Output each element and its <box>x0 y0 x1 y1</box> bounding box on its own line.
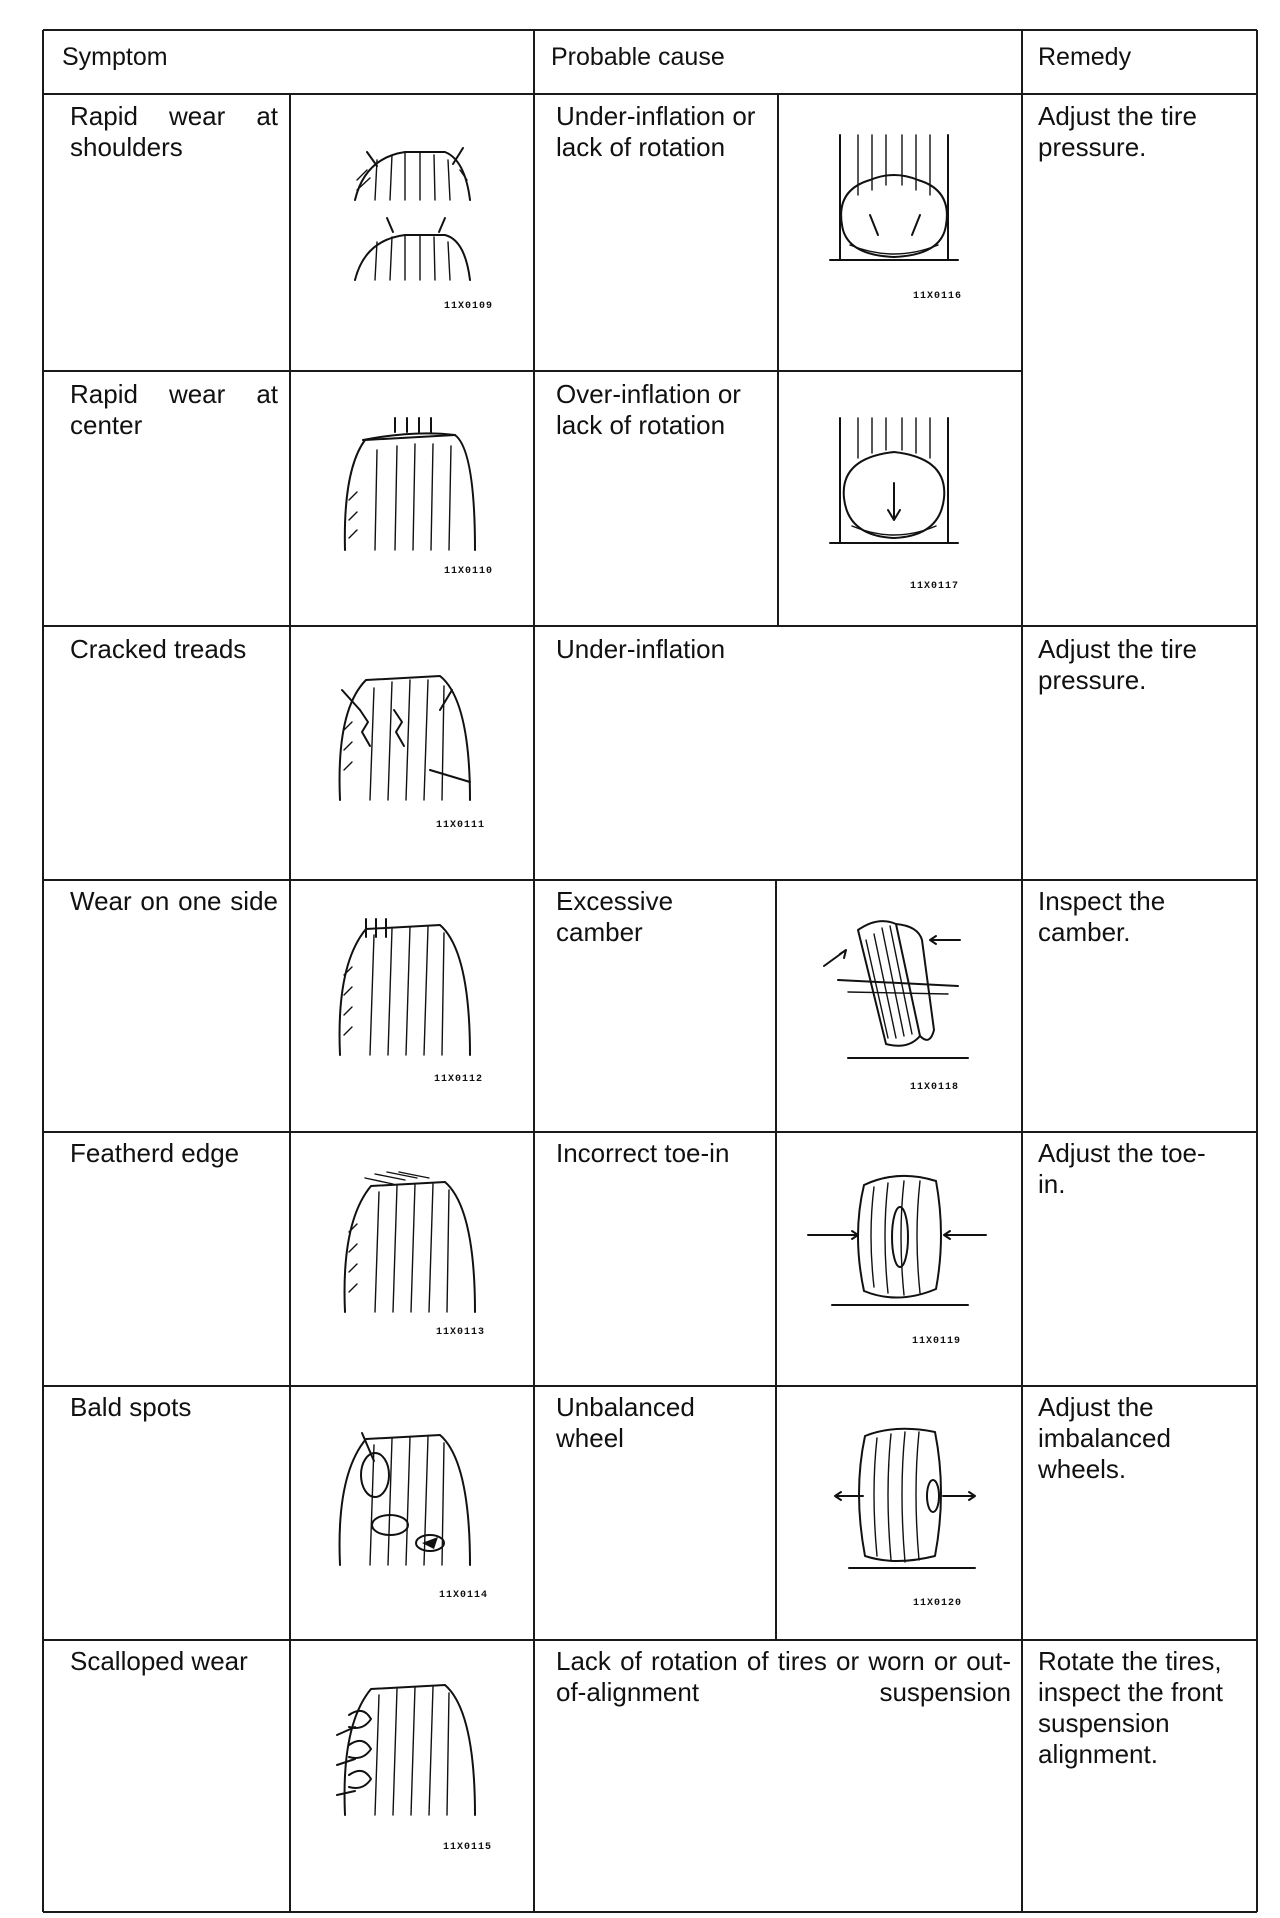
remedy-text: Rotate the tires, inspect the front suspension alignment. <box>1038 1646 1223 1769</box>
figure-code: 11X0120 <box>913 1598 963 1609</box>
remedy-text: Inspect the camber. <box>1038 886 1166 947</box>
header-symptom: Symptom <box>62 43 168 71</box>
cause-text: Under-inflation or lack of rotation <box>556 101 756 162</box>
symptom-text: Rapid wear at center <box>70 379 278 440</box>
header-probable-cause: Probable cause <box>551 43 725 71</box>
tire-overinflated-section-icon <box>830 418 960 563</box>
tire-cracked-tread-icon <box>330 670 480 815</box>
wheel-toe-in-icon <box>808 1165 988 1320</box>
header-remedy: Remedy <box>1038 43 1132 71</box>
cause-text: Excessive camber <box>556 886 674 947</box>
tire-scalloped-wear-icon <box>335 1675 485 1830</box>
tire-center-wear-icon <box>335 410 485 565</box>
remedy-text: Adjust the toe-in. <box>1038 1138 1206 1199</box>
figure-code: 11X0117 <box>910 581 960 592</box>
tire-feathered-edge-icon <box>335 1172 485 1327</box>
remedy-text: Adjust the imbalanced wheels. <box>1038 1392 1171 1484</box>
tire-shoulder-wear-icon <box>345 140 485 305</box>
remedy-text: Adjust the tire pressure. <box>1038 101 1197 162</box>
cause-text: Under-inflation <box>556 634 726 664</box>
cause-text: Lack of rotation of tires or worn or out-of-alignment suspension <box>556 1646 1011 1707</box>
wheel-unbalanced-icon <box>835 1422 985 1577</box>
tire-bald-spots-icon <box>330 1425 480 1580</box>
symptom-text: Scalloped wear <box>70 1646 248 1676</box>
figure-code: 11X0109 <box>444 301 494 312</box>
cause-text: Over-inflation or lack of rotation <box>556 379 741 440</box>
symptom-text: Rapid wear at shoulders <box>70 101 278 162</box>
symptom-text: Bald spots <box>70 1392 192 1422</box>
figure-code: 11X0116 <box>913 291 963 302</box>
figure-code: 11X0111 <box>436 820 486 831</box>
cause-text: Incorrect toe-in <box>556 1138 730 1168</box>
symptom-text: Cracked treads <box>70 634 247 664</box>
wheel-camber-icon <box>818 910 978 1075</box>
figure-code: 11X0115 <box>443 1842 493 1853</box>
cause-text: Unbalanced wheel <box>556 1392 695 1453</box>
figure-code: 11X0110 <box>444 566 494 577</box>
figure-code: 11X0113 <box>436 1327 486 1338</box>
tire-underinflated-section-icon <box>830 135 960 280</box>
symptom-text: Featherd edge <box>70 1138 240 1168</box>
symptom-text: Wear on one side <box>70 886 278 916</box>
tire-one-side-wear-icon <box>330 915 480 1070</box>
figure-code: 11X0118 <box>910 1082 960 1093</box>
figure-code: 11X0112 <box>434 1074 484 1085</box>
remedy-text: Adjust the tire pressure. <box>1038 634 1197 695</box>
figure-code: 11X0114 <box>439 1590 489 1601</box>
figure-code: 11X0119 <box>912 1336 962 1347</box>
